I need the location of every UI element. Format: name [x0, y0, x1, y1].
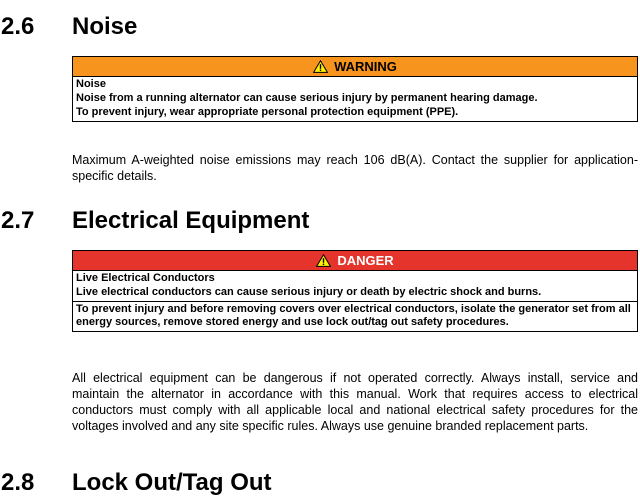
section-number: 2.6 [1, 13, 35, 40]
warning-header [73, 57, 637, 77]
warning-hazard-text: Noise from a running alternator can cause serious injury by permanent hearing damage. [76, 92, 538, 104]
warning-prevention-text: To prevent injury, wear appropriate personal protection equipment (PPE). [76, 106, 459, 118]
section-number: 2.7 [1, 207, 35, 234]
noise-paragraph: Maximum A-weighted noise emissions may reach 106 dB(A). Contact the supplier for application-specific details. [72, 153, 638, 183]
warning-triangle-icon [316, 254, 331, 267]
danger-header [73, 251, 637, 271]
section-number: 2.8 [1, 469, 35, 496]
warning-triangle-icon [313, 60, 328, 73]
danger-subject: Live Electrical Conductors [76, 272, 215, 284]
section-title: Noise [72, 13, 138, 40]
danger-hazard-text: Live electrical conductors can cause serious injury or death by electric shock and burns. [76, 286, 542, 298]
section-title: Electrical Equipment [72, 207, 310, 234]
danger-notice-box [72, 250, 638, 332]
warning-label: WARNING [334, 59, 397, 74]
danger-label: DANGER [337, 253, 394, 268]
warning-subject: Noise [76, 78, 106, 90]
electrical-paragraph: All electrical equipment can be dangerous if not operated correctly. Always install, service and maintain the alternator in accordance with this manual. Work that requires access to electrical conductors must comply with all applicable local and national electrical safety procedures for the voltages involved and any site specific rules. Always use genuine branded replacement parts. [72, 371, 638, 433]
section-title: Lock Out/Tag Out [72, 469, 272, 496]
warning-notice-box [72, 56, 638, 122]
danger-prevention-text: To prevent injury and before removing covers over electrical conductors, isolate the generator set from all energy sources, remove stored energy and use lock out/tag out safety procedures. [73, 301, 637, 331]
